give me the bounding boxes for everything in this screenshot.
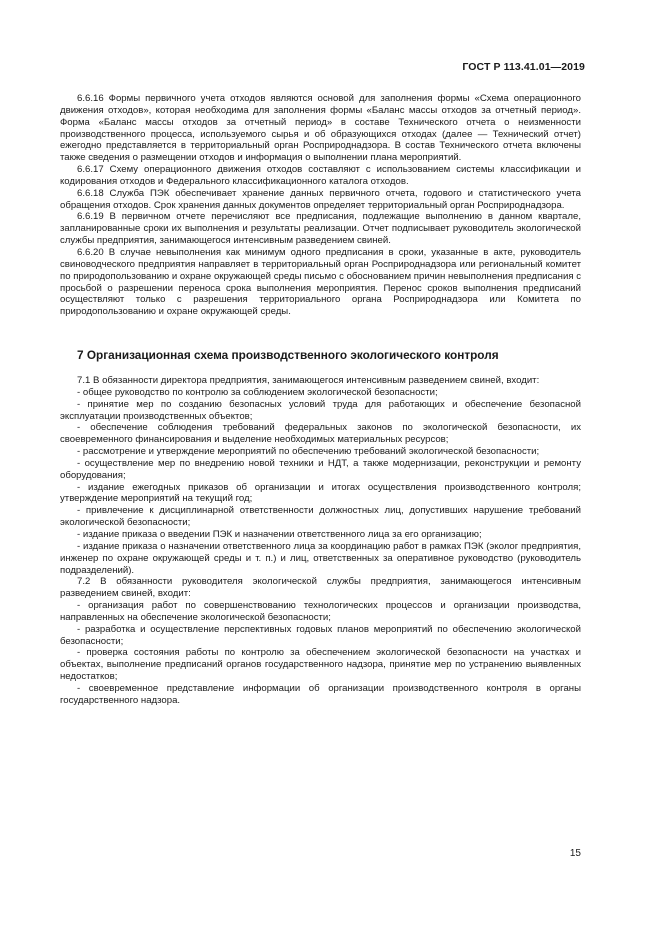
list-item: - своевременное представление информации об организации производственного контроля в органы государственного надзора. (60, 682, 581, 706)
list-item: - обеспечение соблюдения требований федеральных законов по экологической безопасности, их своевременного финансирования и выделение необходимых материальных ресурсов; (60, 422, 581, 446)
page-body (60, 93, 581, 707)
list-item: - привлечение к дисциплинарной ответственности должностных лиц, допустивших нарушение требований экологической безопасности; (60, 505, 581, 529)
list-item: - разработка и осуществление перспективных годовых планов мероприятий по обеспечению экологической безопасности; (60, 623, 581, 647)
paragraph: 6.6.20 В случае невыполнения как минимум одного предписания в сроки, указанные в акте, руководитель свиноводческого предприятия направляет в территориальный орган Росприроднадзора или региональный комитет по природопользованию и охране окружающей среды письмо с обоснованием причин невыполнения предписания с просьбой о разрешении переноса срока выполнения мероприятия. Перенос сроков выполнения предписаний осуществляют только с разрешения территориального органа Росприроднадзора или Комитета по природопользованию и охране окружающей среды. (60, 246, 581, 318)
list-item: - общее руководство по контролю за соблюдением экологической безопасности; (77, 386, 438, 398)
paragraph: 6.6.18 Служба ПЭК обеспечивает хранение данных первичного отчета, годового и статистического учета обращения отходов. Срок хранения данных документов определяет территориальный орган Росприроднадзора. (60, 187, 581, 211)
document-code: ГОСТ Р 113.41.01—2019 (462, 61, 585, 73)
list-item: - издание ежегодных приказов об организации и итогах осуществления производственного контроля; утверждение мероприятий на текущий год; (60, 481, 581, 505)
page-number: 15 (569, 848, 581, 859)
paragraph: 6.6.17 Схему операционного движения отходов составляют с использованием системы классификации и кодирования отходов и Федерального классификационного каталога отходов. (60, 164, 581, 187)
list-item: - издание приказа о введении ПЭК и назначении ответственного лица за его организацию; (77, 529, 482, 540)
paragraph: 6.6.19 В первичном отчете перечисляют все предписания, подлежащие выполнению в данном квартале, запланированные сроки их выполнения и результаты реализации. Отчет подписывает руководитель экологической службы предприятия, занимающегося интенсивным разведением свиней. (60, 211, 581, 247)
list-item: - организация работ по совершенствованию технологических процессов и организации производства, направленных на обеспечение экологической безопасности; (60, 600, 581, 623)
paragraph: 7.1 В обязанности директора предприятия, занимающегося интенсивным разведением свиней, входит: (77, 375, 540, 387)
list-item: - издание приказа о назначении ответственного лица за координацию работ в рамках ПЭК (эколог предприятия, инженер по охране окружающей среды и т. п.) и лиц, ответственных за оперативное руководство (руководитель подразделений). (60, 540, 581, 576)
list-item: - рассмотрение и утверждение мероприятий по обеспечению требований экологической безопасности; (77, 446, 540, 458)
section-7-heading: 7 Организационная схема производственного экологического контроля (77, 348, 499, 363)
list-item: - принятие мер по созданию безопасных условий труда для работающих и обеспечение безопасной эксплуатации производственных объектов; (60, 398, 581, 422)
section-6-paragraphs (60, 93, 581, 318)
list-item: - проверка состояния работы по контролю за обеспечением экологической безопасности на участках и объектах, выполнение предписаний органов государственного надзора, принятие мер по устранению выявленных недостатков; (60, 647, 581, 683)
section-7-paragraphs (60, 375, 581, 707)
list-item: - осуществление мер по внедрению новой техники и НДТ, а также модернизации, реконструкции и ремонту оборудования; (60, 457, 581, 481)
paragraph: 7.2 В обязанности руководителя экологической службы предприятия, занимающегося интенсивным разведением свиней, входит: (60, 576, 581, 600)
paragraph: 6.6.16 Формы первичного учета отходов являются основой для заполнения формы «Схема операционного движения отходов», которая необходима для заполнения формы «Баланс массы отходов за отчетный период». Форма «Баланс массы отходов за отчетный период» в составе Технического отчета о неизменности производственного процесса, используемого сырья и об образующихся отходах (далее — Технический отчет) ежегодно представляется в территориальный орган Росприроднадзора. В состав Технического отчета включены также сведения о размещении отходов и информация о выполнении плана мероприятий. (60, 93, 581, 164)
